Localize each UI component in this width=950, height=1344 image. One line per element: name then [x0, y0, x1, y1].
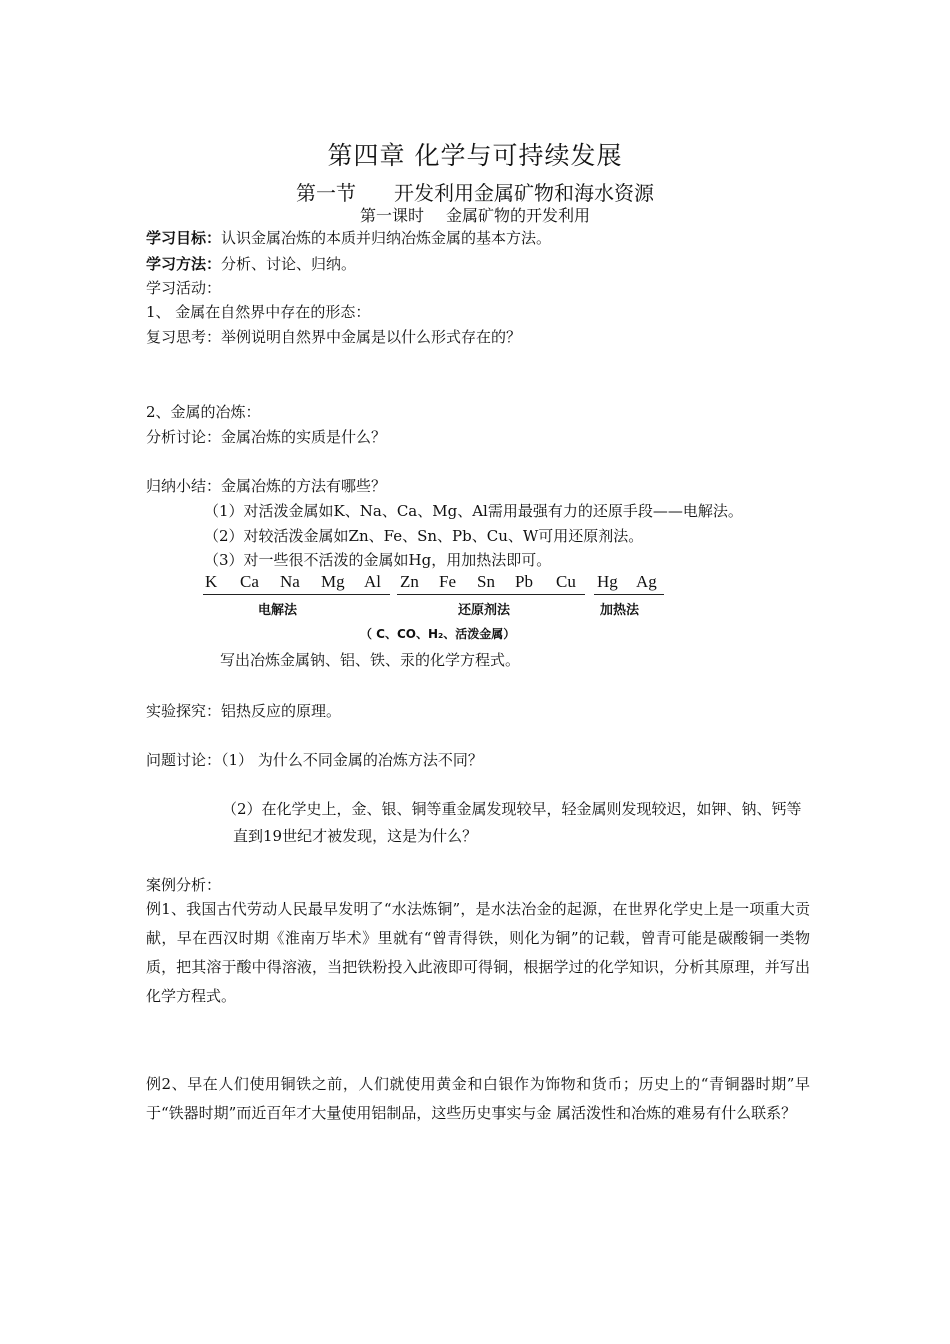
reducing-agent-label: 还原剂法: [458, 603, 511, 618]
metal-symbol: Ag: [636, 572, 657, 591]
experiment-line: 实验探究：铝热反应的原理。: [146, 702, 342, 720]
method-item-3: （3）对一些很不活泼的金属如Hg，用加热法即可。: [204, 551, 552, 569]
objective-line: [146, 228, 551, 248]
example-1: 例1、我国古代劳动人民最早发明了“水法炼铜”，是水法冶金的起源，在世界化学史上是一项重大贡献，早在西汉时期《淮南万毕术》里就有“曾青得铁，则化为铜”的记载，曾青可能是碳酸铜一类物质，把其溶于酸中得溶液，当把铁粉投入此液即可得铜，根据学过的化学知识，分析其原理，并写出化学方程式。: [146, 900, 810, 1005]
lesson-title: 金属矿物的开发利用: [446, 206, 591, 225]
section-number: 第一节: [296, 181, 356, 205]
discussion-q2-line2: 直到19世纪才被发现，这是为什么？: [233, 827, 478, 845]
item-2: 2、金属的冶炼：: [146, 403, 261, 421]
heating-bracket: [594, 594, 664, 595]
metal-symbol: Pb: [515, 572, 533, 591]
lesson-number: 第一课时: [359, 206, 424, 225]
section-title: 开发利用金属矿物和海水资源: [394, 181, 654, 205]
lesson-heading: [0, 203, 950, 226]
chapter-title: 第四章 化学与可持续发展: [327, 141, 623, 170]
method-item-1: （1）对活泼金属如K、Na、Ca、Mg、Al需用最强有力的还原手段——电解法。: [204, 502, 743, 520]
discussion-q1: （1） 为什么不同金属的冶炼方法不同？: [221, 751, 483, 769]
discussion-line: [146, 750, 483, 770]
metal-symbol: Sn: [477, 572, 495, 591]
discussion-label: 问题讨论：: [146, 751, 222, 769]
reducing-agent-bracket: [397, 594, 585, 595]
metal-symbol: K: [205, 572, 218, 591]
review-question: 复习思考：举例说明自然界中金属是以什么形式存在的？: [146, 328, 522, 346]
metal-symbol: Al: [364, 572, 381, 591]
reducing-agents-note: （ C、CO、H₂、活泼金属）: [360, 627, 516, 641]
objective-label: 学习目标：: [146, 229, 222, 247]
write-equations: 写出冶炼金属钠、铝、铁、汞的化学方程式。: [220, 651, 521, 669]
metal-symbol: Na: [280, 572, 300, 591]
analysis-question: 分析讨论：金属冶炼的实质是什么？: [146, 428, 387, 446]
metal-symbol: Cu: [556, 572, 576, 591]
method-text: 分析、讨论、归纳。: [221, 255, 357, 273]
metal-symbol: Fe: [439, 572, 456, 591]
item-1: 1、 金属在自然界中存在的形态：: [146, 303, 371, 321]
example-2: 例2、早在人们使用铜铁之前，人们就使用黄金和白银作为饰物和货币；历史上的“青铜器时期”早于“铁器时期”而近百年才大量使用铝制品，这些历史事实与金 属活泼性和冶炼的难易有什么联系？: [146, 1075, 810, 1122]
metal-symbol: Hg: [597, 572, 618, 591]
metal-symbol: Ca: [240, 572, 259, 591]
heating-label: 加热法: [600, 603, 640, 618]
method-item-2: （2）对较活泼金属如Zn、Fe、Sn、Pb、Cu、W可用还原剂法。: [204, 527, 644, 545]
objective-text: 认识金属冶炼的本质并归纳冶炼金属的基本方法。: [221, 229, 552, 247]
activity-label: 学习活动：: [146, 279, 222, 297]
discussion-q2-line1: （2）在化学史上，金、银、铜等重金属发现较早，轻金属则发现较迟，如钾、钠、钙等: [222, 800, 802, 818]
electrolysis-bracket: [203, 594, 390, 595]
summary-question: 归纳小结：金属冶炼的方法有哪些？: [146, 477, 387, 495]
metal-symbol: Mg: [321, 572, 345, 591]
case-label: 案例分析：: [146, 876, 222, 894]
method-label: 学习方法：: [146, 255, 222, 273]
section-heading: [0, 177, 950, 206]
electrolysis-label: 电解法: [258, 603, 298, 618]
metal-symbol: Zn: [400, 572, 419, 591]
method-line: [146, 254, 356, 274]
